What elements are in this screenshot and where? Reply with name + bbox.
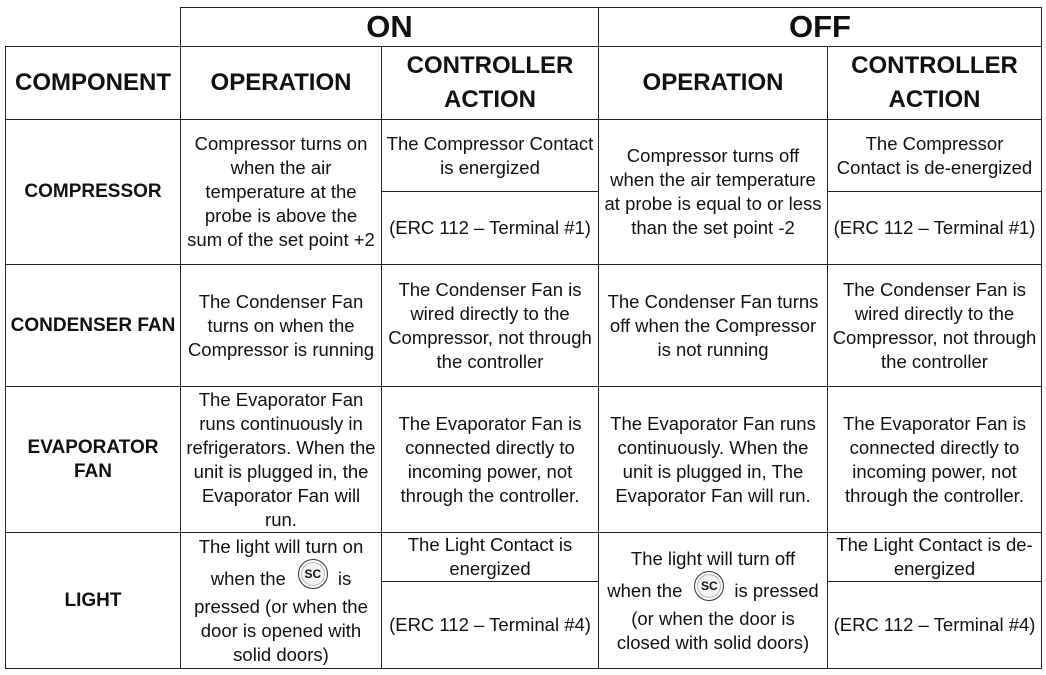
evaporator-fan-on-operation: The Evaporator Fan runs continuously in refrigerators. When the unit is plugged in, the Evaporator Fan will run. <box>181 387 382 533</box>
condenser-fan-on-operation: The Condenser Fan turns on when the Compressor is running <box>181 265 382 387</box>
light-off-operation <box>599 533 828 669</box>
sc-button-icon: SC <box>694 571 724 601</box>
light-on-action-top: The Light Contact is energized <box>382 533 599 582</box>
evaporator-fan-row <box>6 387 1042 533</box>
evaporator-fan-on-action: The Evaporator Fan is connected directly to incoming power, not through the controller. <box>382 387 599 533</box>
evaporator-fan-off-action: The Evaporator Fan is connected directly to incoming power, not through the controller. <box>828 387 1042 533</box>
light-on-operation-line1: The light will turn on <box>198 535 364 557</box>
sc-button-icon: SC <box>298 559 328 589</box>
condenser-fan-label: CONDENSER FAN <box>6 265 181 387</box>
off-group-header: OFF <box>599 8 1042 47</box>
light-off-operation-post: is pressed (or when the door is closed with solid doors) <box>616 579 819 653</box>
evaporator-fan-label: EVAPORATOR FAN <box>6 387 181 533</box>
condenser-fan-off-operation: The Condenser Fan turns off when the Compressor is not running <box>599 265 828 387</box>
component-column-header: COMPONENT <box>6 47 181 120</box>
light-off-action-bottom: (ERC 112 – Terminal #4) <box>828 582 1042 669</box>
on-group-header: ON <box>181 8 599 47</box>
condenser-fan-off-action: The Condenser Fan is wired directly to the Compressor, not through the controller <box>828 265 1042 387</box>
condenser-fan-row <box>6 265 1042 387</box>
header-blank-cell <box>6 8 181 47</box>
compressor-label: COMPRESSOR <box>6 120 181 265</box>
condenser-fan-on-action: The Condenser Fan is wired directly to the Compressor, not through the controller <box>382 265 599 387</box>
light-off-operation-pre: when the <box>607 579 683 601</box>
light-label: LIGHT <box>6 533 181 669</box>
light-on-operation-pre: when the <box>210 567 286 589</box>
compressor-on-action-bottom: (ERC 112 – Terminal #1) <box>382 192 599 265</box>
column-header-row <box>6 47 1042 120</box>
off-controller-action-column-header: CONTROLLER ACTION <box>828 47 1042 120</box>
group-header-row <box>6 8 1042 47</box>
compressor-row-top <box>6 120 1042 192</box>
on-controller-action-column-header: CONTROLLER ACTION <box>382 47 599 120</box>
light-off-operation-line1: The light will turn off <box>630 547 796 569</box>
light-on-action-bottom: (ERC 112 – Terminal #4) <box>382 582 599 669</box>
compressor-off-operation: Compressor turns off when the air temperature at probe is equal to or less than the set point -2 <box>599 120 828 265</box>
light-row-top <box>6 533 1042 582</box>
evaporator-fan-off-operation: The Evaporator Fan runs continuously. When the unit is plugged in, The Evaporator Fan will run. <box>599 387 828 533</box>
light-on-operation-post: is pressed (or when the door is opened with solid doors) <box>194 567 368 665</box>
compressor-on-operation: Compressor turns on when the air temperature at the probe is above the sum of the set point +2 <box>181 120 382 265</box>
compressor-off-action-bottom: (ERC 112 – Terminal #1) <box>828 192 1042 265</box>
off-operation-column-header: OPERATION <box>599 47 828 120</box>
light-off-action-top: The Light Contact is de-energized <box>828 533 1042 582</box>
light-on-operation-line2 <box>185 565 377 667</box>
compressor-on-action-top: The Compressor Contact is energized <box>382 120 599 192</box>
component-operation-table <box>5 7 1042 669</box>
light-on-operation <box>181 533 382 669</box>
on-operation-column-header: OPERATION <box>181 47 382 120</box>
light-off-operation-line2 <box>603 577 823 655</box>
compressor-off-action-top: The Compressor Contact is de-energized <box>828 120 1042 192</box>
